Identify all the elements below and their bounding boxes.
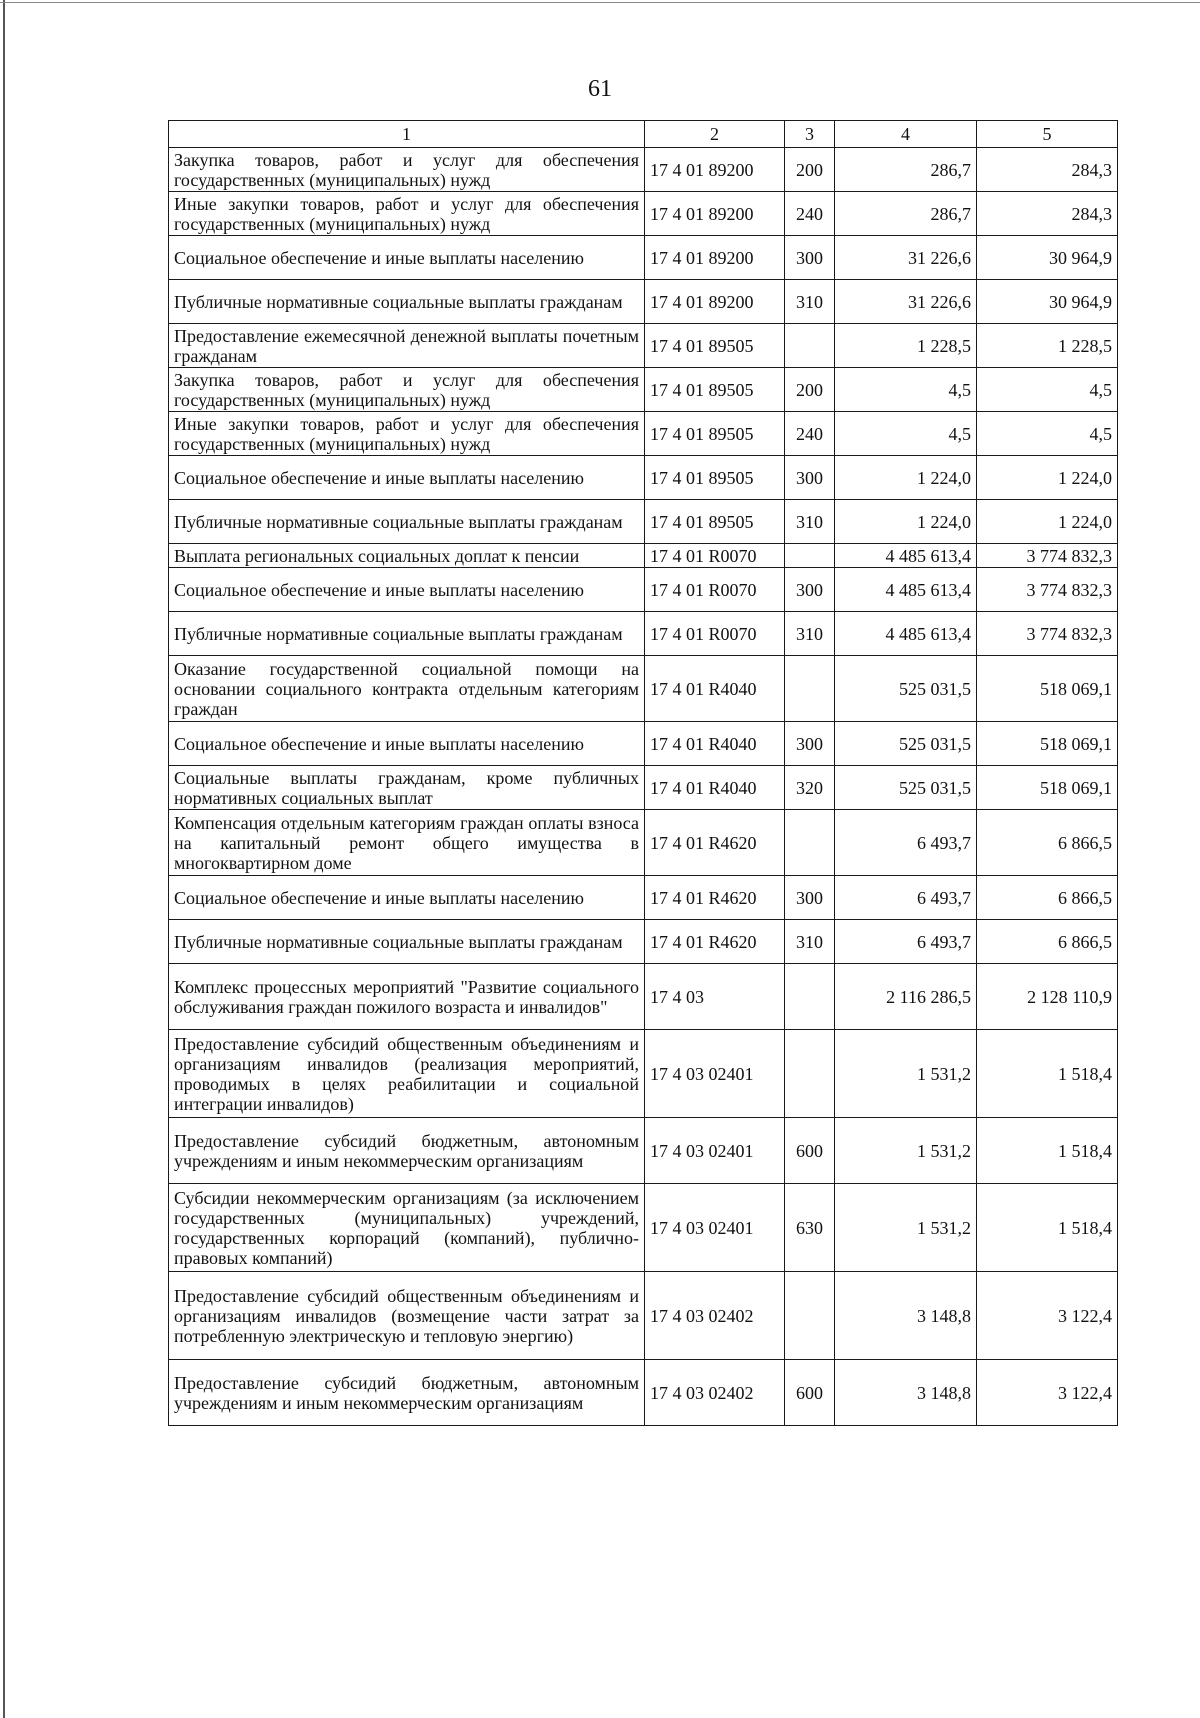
row-value-col5-cell: 1 518,4 [977,1184,1118,1272]
scan-edge-top [0,2,1200,3]
row-code-cell: 17 4 03 02401 [645,1184,785,1272]
table-row [169,1272,1118,1360]
row-code-cell: 17 4 03 02401 [645,1030,785,1118]
row-name-cell: Компенсация отдельным категориям граждан оплаты взноса на капитальный ремонт общего имущества в многоквартирном доме [169,810,645,876]
row-value-col5-cell: 3 122,4 [977,1272,1118,1360]
row-code-cell: 17 4 01 R4620 [645,810,785,876]
row-value-col4-cell: 4 485 613,4 [835,544,977,568]
row-value-col5-cell: 3 122,4 [977,1360,1118,1426]
row-name-cell: Иные закупки товаров, работ и услуг для обеспечения государственных (муниципальных) нужд [169,412,645,456]
table-row [169,368,1118,412]
table-row [169,1360,1118,1426]
header-col-1: 1 [169,121,645,148]
row-name-cell: Социальное обеспечение и иные выплаты населению [169,876,645,920]
row-kind-cell [785,1030,835,1118]
row-name-cell: Комплекс процессных мероприятий "Развитие социального обслуживания граждан пожилого возраста и инвалидов" [169,964,645,1030]
row-kind-cell: 300 [785,236,835,280]
row-value-col5-cell: 1 224,0 [977,500,1118,544]
row-code-cell: 17 4 03 [645,964,785,1030]
row-kind-cell: 240 [785,192,835,236]
row-kind-cell: 310 [785,920,835,964]
row-name-cell: Социальное обеспечение и иные выплаты населению [169,568,645,612]
row-name-cell: Выплата региональных социальных доплат к пенсии [169,544,645,568]
row-kind-cell: 310 [785,280,835,324]
row-value-col5-cell: 6 866,5 [977,920,1118,964]
row-code-cell: 17 4 01 R4040 [645,766,785,810]
row-value-col5-cell: 1 224,0 [977,456,1118,500]
row-code-cell: 17 4 01 R4040 [645,656,785,722]
row-kind-cell [785,1272,835,1360]
row-kind-cell: 300 [785,876,835,920]
row-value-col4-cell: 525 031,5 [835,656,977,722]
row-value-col4-cell: 286,7 [835,192,977,236]
row-value-col4-cell: 31 226,6 [835,236,977,280]
row-value-col5-cell: 3 774 832,3 [977,544,1118,568]
table-row [169,456,1118,500]
table-row [169,656,1118,722]
row-value-col4-cell: 6 493,7 [835,876,977,920]
header-col-4: 4 [835,121,977,148]
row-code-cell: 17 4 03 02402 [645,1272,785,1360]
header-col-2: 2 [645,121,785,148]
table-row [169,1030,1118,1118]
row-kind-cell [785,656,835,722]
row-name-cell: Социальные выплаты гражданам, кроме публичных нормативных социальных выплат [169,766,645,810]
row-kind-cell: 300 [785,456,835,500]
table-row [169,612,1118,656]
row-code-cell: 17 4 01 R0070 [645,612,785,656]
row-name-cell: Предоставление субсидий общественным объединениям и организациям инвалидов (возмещение части затрат за потребленную электрическую и тепловую энергию) [169,1272,645,1360]
row-code-cell: 17 4 01 89505 [645,368,785,412]
row-value-col5-cell: 2 128 110,9 [977,964,1118,1030]
table-row [169,236,1118,280]
row-code-cell: 17 4 01 R4040 [645,722,785,766]
row-value-col4-cell: 286,7 [835,148,977,192]
row-value-col5-cell: 3 774 832,3 [977,612,1118,656]
table-row [169,192,1118,236]
header-col-5: 5 [977,121,1118,148]
row-value-col4-cell: 31 226,6 [835,280,977,324]
row-kind-cell: 310 [785,612,835,656]
row-value-col4-cell: 525 031,5 [835,766,977,810]
row-value-col4-cell: 1 531,2 [835,1030,977,1118]
row-name-cell: Оказание государственной социальной помощи на основании социального контракта отдельным категориям граждан [169,656,645,722]
row-kind-cell: 310 [785,500,835,544]
table-row [169,412,1118,456]
row-value-col4-cell: 6 493,7 [835,810,977,876]
row-kind-cell: 200 [785,368,835,412]
row-value-col4-cell: 3 148,8 [835,1360,977,1426]
row-code-cell: 17 4 01 89200 [645,192,785,236]
row-name-cell: Публичные нормативные социальные выплаты гражданам [169,612,645,656]
row-name-cell: Публичные нормативные социальные выплаты гражданам [169,280,645,324]
row-value-col4-cell: 4,5 [835,368,977,412]
row-kind-cell: 600 [785,1118,835,1184]
row-value-col5-cell: 518 069,1 [977,722,1118,766]
row-value-col5-cell: 6 866,5 [977,876,1118,920]
row-value-col5-cell: 30 964,9 [977,236,1118,280]
row-code-cell: 17 4 03 02401 [645,1118,785,1184]
table-row [169,500,1118,544]
row-code-cell: 17 4 01 R0070 [645,568,785,612]
row-value-col5-cell: 3 774 832,3 [977,568,1118,612]
scan-edge-left [3,0,5,1718]
row-value-col4-cell: 6 493,7 [835,920,977,964]
row-value-col5-cell: 518 069,1 [977,656,1118,722]
row-value-col5-cell: 6 866,5 [977,810,1118,876]
row-value-col5-cell: 1 518,4 [977,1118,1118,1184]
row-kind-cell: 300 [785,722,835,766]
row-value-col4-cell: 2 116 286,5 [835,964,977,1030]
row-kind-cell [785,810,835,876]
table-row [169,544,1118,568]
table-row [169,148,1118,192]
row-kind-cell: 200 [785,148,835,192]
row-value-col5-cell: 4,5 [977,368,1118,412]
row-name-cell: Закупка товаров, работ и услуг для обеспечения государственных (муниципальных) нужд [169,368,645,412]
row-value-col5-cell: 1 518,4 [977,1030,1118,1118]
table-row [169,568,1118,612]
row-kind-cell: 300 [785,568,835,612]
row-value-col4-cell: 3 148,8 [835,1272,977,1360]
row-name-cell: Предоставление субсидий бюджетным, автономным учреждениям и иным некоммерческим организациям [169,1360,645,1426]
row-value-col4-cell: 4 485 613,4 [835,568,977,612]
row-code-cell: 17 4 03 02402 [645,1360,785,1426]
table-row [169,1184,1118,1272]
row-value-col5-cell: 4,5 [977,412,1118,456]
row-value-col4-cell: 1 224,0 [835,456,977,500]
row-name-cell: Социальное обеспечение и иные выплаты населению [169,722,645,766]
row-code-cell: 17 4 01 89200 [645,280,785,324]
row-kind-cell [785,324,835,368]
row-value-col5-cell: 284,3 [977,192,1118,236]
table-row [169,1118,1118,1184]
row-name-cell: Субсидии некоммерческим организациям (за исключением государственных (муниципальных) учреждений, государственных корпораций (компаний), публично-правовых компаний) [169,1184,645,1272]
row-code-cell: 17 4 01 R4620 [645,876,785,920]
table-row [169,280,1118,324]
table-row [169,324,1118,368]
row-value-col5-cell: 1 228,5 [977,324,1118,368]
table-header-row [169,121,1118,148]
row-kind-cell [785,544,835,568]
row-name-cell: Публичные нормативные социальные выплаты гражданам [169,500,645,544]
row-code-cell: 17 4 01 89505 [645,456,785,500]
row-name-cell: Предоставление субсидий общественным объединениям и организациям инвалидов (реализация мероприятий, проводимых в целях реабилитации и социальной интеграции инвалидов) [169,1030,645,1118]
row-name-cell: Предоставление субсидий бюджетным, автономным учреждениям и иным некоммерческим организациям [169,1118,645,1184]
page-number: 61 [588,76,612,102]
row-code-cell: 17 4 01 89200 [645,148,785,192]
row-name-cell: Закупка товаров, работ и услуг для обеспечения государственных (муниципальных) нужд [169,148,645,192]
row-code-cell: 17 4 01 89505 [645,500,785,544]
row-kind-cell: 240 [785,412,835,456]
row-kind-cell [785,964,835,1030]
table-row [169,876,1118,920]
row-value-col4-cell: 1 531,2 [835,1184,977,1272]
table-row [169,964,1118,1030]
row-code-cell: 17 4 01 89505 [645,412,785,456]
row-value-col4-cell: 4 485 613,4 [835,612,977,656]
row-name-cell: Социальное обеспечение и иные выплаты населению [169,456,645,500]
row-name-cell: Публичные нормативные социальные выплаты гражданам [169,920,645,964]
table-row [169,920,1118,964]
row-kind-cell: 320 [785,766,835,810]
row-code-cell: 17 4 01 89505 [645,324,785,368]
row-name-cell: Социальное обеспечение и иные выплаты населению [169,236,645,280]
table-row [169,722,1118,766]
row-value-col5-cell: 518 069,1 [977,766,1118,810]
table-row [169,766,1118,810]
row-value-col4-cell: 1 531,2 [835,1118,977,1184]
budget-table [168,120,1118,1426]
row-code-cell: 17 4 01 89200 [645,236,785,280]
row-name-cell: Предоставление ежемесячной денежной выплаты почетным гражданам [169,324,645,368]
row-value-col5-cell: 284,3 [977,148,1118,192]
row-kind-cell: 600 [785,1360,835,1426]
row-value-col4-cell: 1 224,0 [835,500,977,544]
row-name-cell: Иные закупки товаров, работ и услуг для обеспечения государственных (муниципальных) нужд [169,192,645,236]
row-value-col4-cell: 525 031,5 [835,722,977,766]
header-col-3: 3 [785,121,835,148]
row-value-col4-cell: 1 228,5 [835,324,977,368]
row-value-col4-cell: 4,5 [835,412,977,456]
table-row [169,810,1118,876]
row-value-col5-cell: 30 964,9 [977,280,1118,324]
row-code-cell: 17 4 01 R4620 [645,920,785,964]
table-body [169,148,1118,1426]
row-code-cell: 17 4 01 R0070 [645,544,785,568]
row-kind-cell: 630 [785,1184,835,1272]
